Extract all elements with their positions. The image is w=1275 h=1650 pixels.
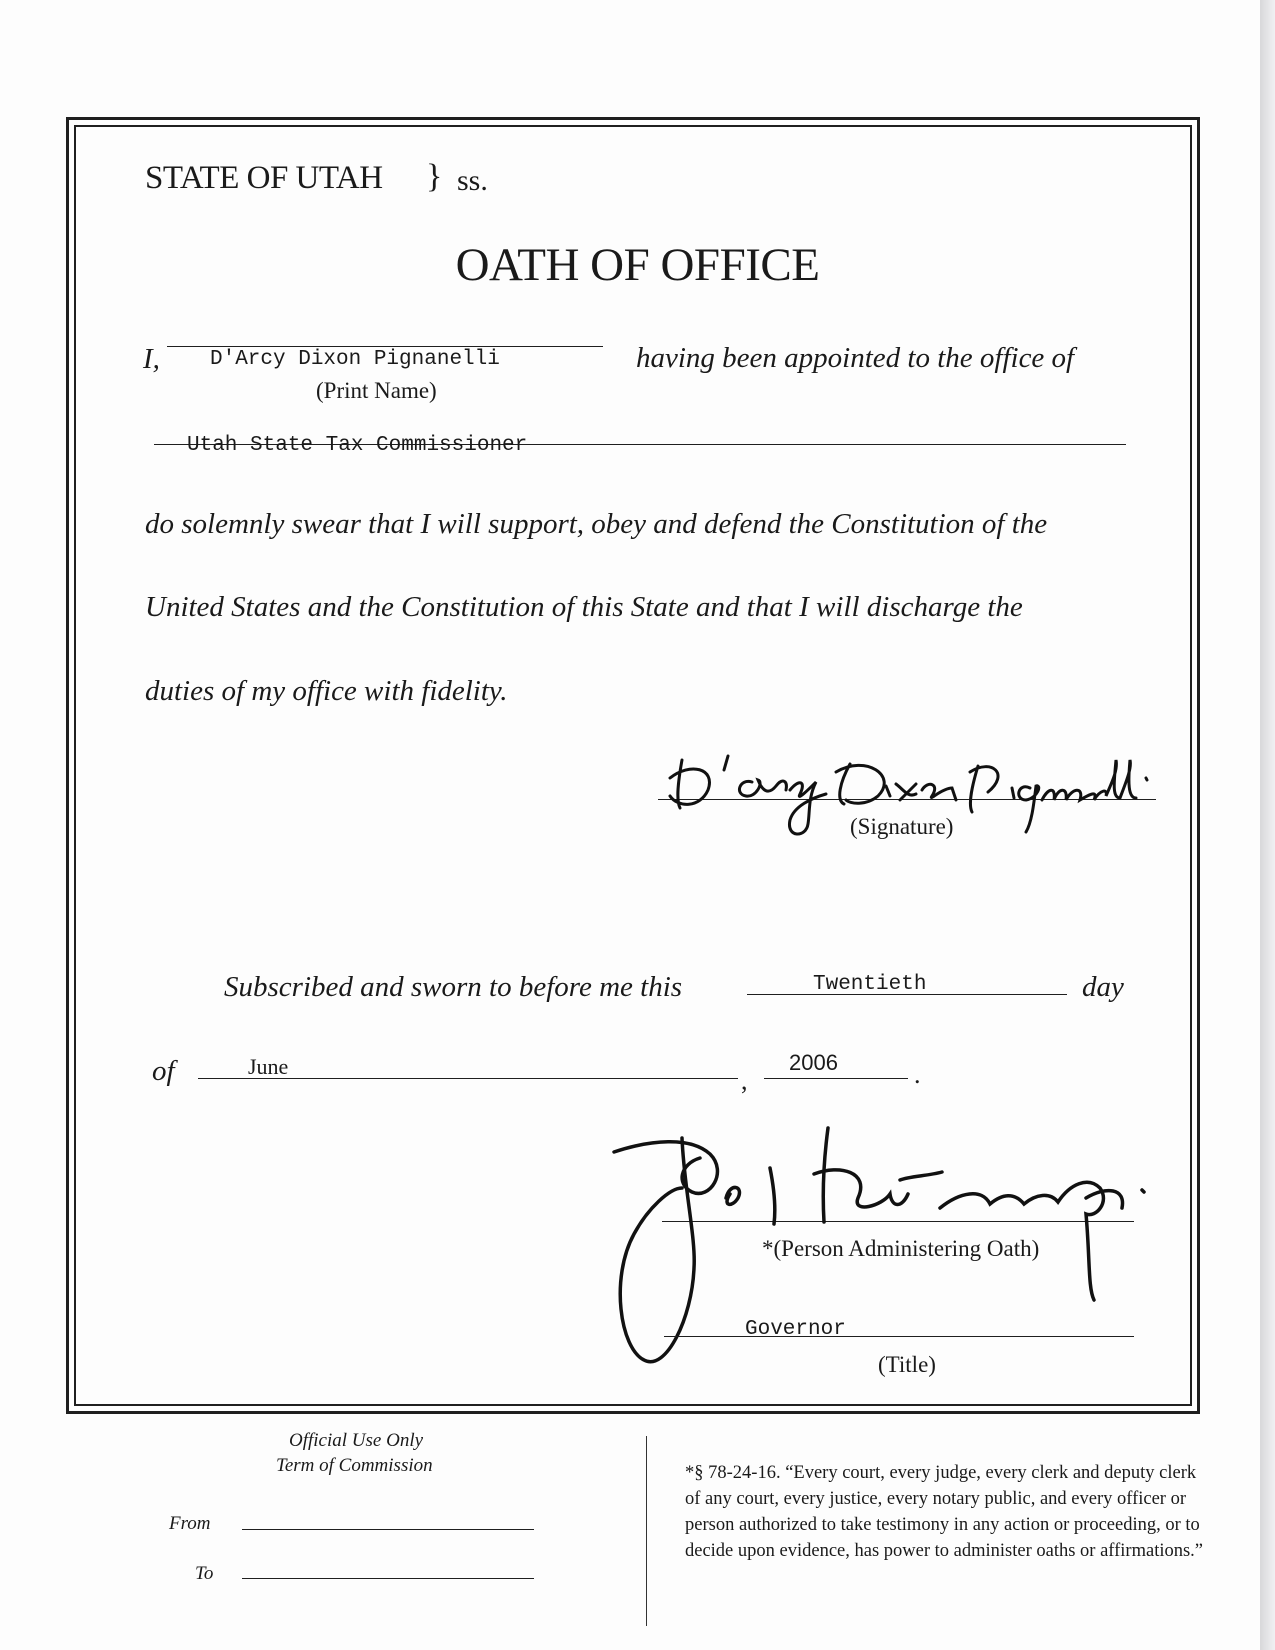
administrator-title-value: Governor [745,1318,846,1341]
page-title: OATH OF OFFICE [455,239,820,291]
print-name-value: D'Arcy Dixon Pignanelli [210,348,500,371]
oath-line-1: do solemnly swear that I will support, obey and defend the Constitution of the [145,508,1048,540]
signature-caption: (Signature) [850,814,954,839]
day-value: Twentieth [813,973,927,996]
date-period: . [914,1060,921,1089]
of-word: of [152,1055,175,1087]
month-value: June [248,1054,289,1079]
administrator-caption: *(Person Administering Oath) [762,1236,1040,1261]
brace-mark: } [426,158,443,195]
print-name-caption: (Print Name) [316,378,437,403]
i-prefix: I, [143,343,160,375]
to-underline [242,1578,534,1579]
office-value: Utah State Tax Commissioner [187,434,528,457]
title-underline [664,1336,1134,1337]
year-underline [764,1078,908,1079]
name-underline [167,346,603,347]
statute-footnote: *§ 78-24-16. “Every court, every judge, every clerk and deputy clerk of any court, every justice, every notary public, and every officer or person authorized to take testimony in any action or proceeding, or to decide upon evidence, has power to administer oaths or affirmations.” [685,1463,1204,1561]
official-use-heading: Official Use Only [289,1430,424,1451]
ss-label: ss. [457,164,488,197]
year-value: 2006 [789,1050,838,1075]
term-of-commission-heading: Term of Commission [276,1455,433,1476]
from-underline [242,1529,534,1530]
state-label: STATE OF UTAH [145,160,383,196]
date-comma: , [741,1066,748,1095]
oath-line-2: United States and the Constitution of this State and that I will discharge the [145,591,1023,623]
title-caption: (Title) [878,1352,936,1377]
sworn-text: Subscribed and sworn to before me this [224,971,683,1003]
day-word: day [1082,971,1124,1003]
to-label: To [195,1563,214,1584]
appointed-text: having been appointed to the office of [636,342,1075,374]
from-label: From [169,1513,211,1534]
footer-divider [646,1436,647,1626]
oath-line-3: duties of my office with fidelity. [145,675,508,707]
